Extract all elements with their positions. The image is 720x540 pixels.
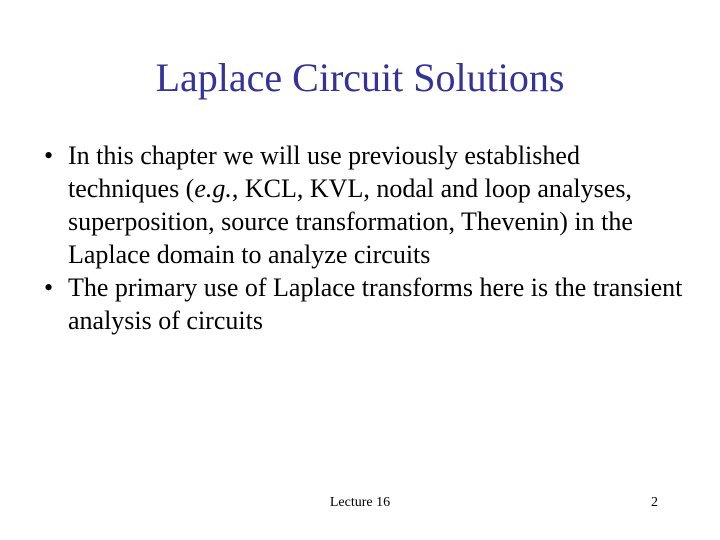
- bullet-text-italic: e.g.: [194, 174, 232, 203]
- bullet-item-1: [36, 139, 686, 271]
- bullet-list: [36, 139, 686, 337]
- bullet-text: The primary use of Laplace transforms here is the transient analysis of circuits: [68, 273, 683, 335]
- bullet-item-2: [36, 271, 686, 337]
- bullet-marker: •: [44, 141, 54, 170]
- bullet-text-part: , KCL, KVL, nodal and loop analyses, superposition, source transformation, Thevenin) in the Laplace domain to analyze circuits: [68, 174, 633, 269]
- bullet-marker: •: [44, 273, 54, 302]
- page-number: 2: [651, 495, 658, 510]
- bullet-text-part: In this chapter we will use previously established techniques (: [68, 141, 580, 203]
- footer-lecture-label: Lecture 16: [329, 495, 391, 510]
- slide-title: Laplace Circuit Solutions: [155, 55, 565, 100]
